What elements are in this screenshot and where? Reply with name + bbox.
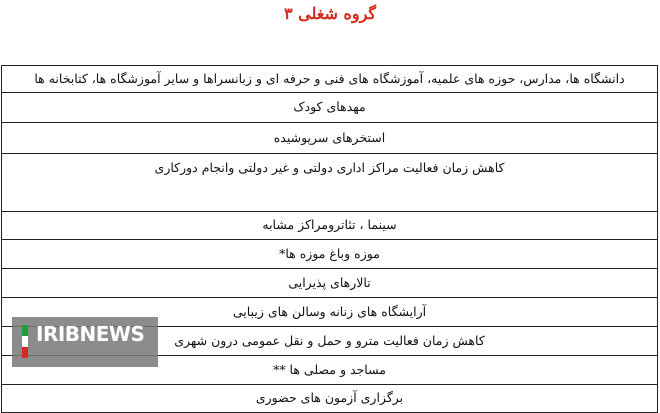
table-cell: مساجد و مصلی ها ** — [2, 356, 658, 385]
table-cell: آرایشگاه های زنانه وسالن های زیبایی — [2, 298, 658, 327]
table-row — [2, 154, 658, 212]
table-row — [2, 123, 658, 154]
table-row — [2, 269, 658, 298]
table-cell: کاهش زمان فعالیت مراکز اداری دولتی و غیر دولتی وانجام دورکاری — [2, 154, 658, 212]
table-cell: موزه وباغ موزه ها* — [2, 240, 658, 269]
logo-flag-red-bar — [22, 347, 28, 358]
logo-flag-green-bar — [22, 325, 28, 336]
logo-text: IRIBNEWS — [36, 322, 145, 346]
table-row — [2, 212, 658, 240]
table-row — [2, 240, 658, 269]
table-cell: برگزاری آزمون های حضوری — [2, 385, 658, 413]
table-cell: استخرهای سرپوشیده — [2, 123, 658, 154]
table-row — [2, 66, 658, 93]
page-title: گروه شغلی ۳ — [283, 4, 377, 23]
iribnews-logo — [12, 317, 158, 367]
table-row — [2, 385, 658, 413]
table-cell: تالارهای پذیرایی — [2, 269, 658, 298]
table-row — [2, 93, 658, 123]
table-cell: مهدهای کودک — [2, 93, 658, 123]
logo-flag-white-bar — [22, 336, 28, 347]
table-cell: کاهش زمان فعالیت مترو و حمل و نقل عمومی درون شهری — [2, 327, 658, 356]
table-cell: سینما ، تئاترومراکز مشابه — [2, 212, 658, 240]
table-cell: دانشگاه ها، مدارس، حوزه های علمیه، آموزشگاه های فنی و حرفه ای و زبانسراها و سایر آموزشگاه ها، کتابخانه ها — [2, 66, 658, 93]
